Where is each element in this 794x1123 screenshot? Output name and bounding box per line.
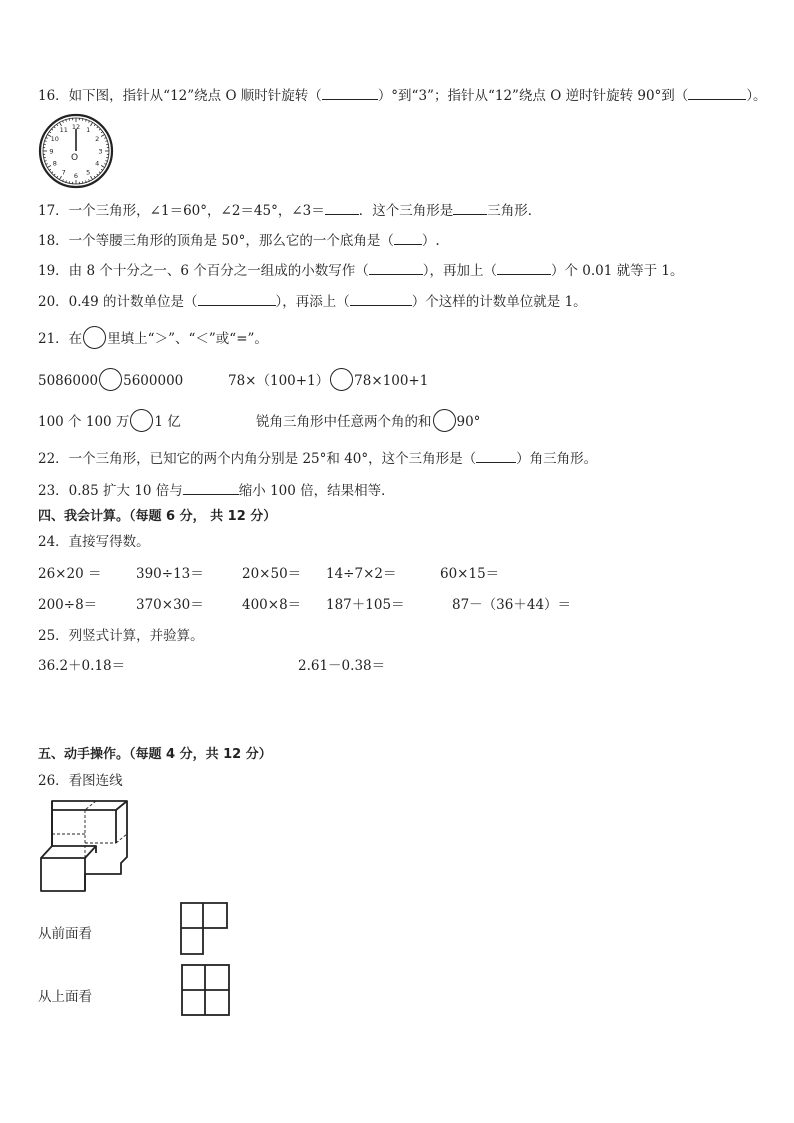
- q21-left-value: 5086000: [38, 373, 99, 389]
- answer-blank[interactable]: [394, 232, 422, 245]
- compare-circle: [83, 326, 106, 349]
- clock-number: 4: [95, 159, 100, 168]
- answer-blank[interactable]: [198, 293, 276, 306]
- question-17: [38, 199, 541, 219]
- q24-expr: 87－（36＋44）＝: [452, 597, 572, 613]
- q25-expr-1: 36.2＋0.18＝: [38, 658, 126, 674]
- q17-text-c: 三角形．: [487, 203, 542, 219]
- q21-right-value: 90°: [456, 414, 481, 430]
- q22-text-a: 22．一个三角形，已知它的两个内角分别是 25°和 40°，这个三角形是（: [38, 451, 477, 467]
- answer-blank[interactable]: [322, 87, 378, 100]
- q24-expr: 400×8＝: [242, 597, 302, 613]
- q20-text-b: ），再添上（: [275, 294, 350, 310]
- q25-title: 25．列竖式计算，并验算。: [38, 628, 204, 644]
- cube-stack-figure: [36, 796, 136, 894]
- question-16: [38, 84, 767, 104]
- compare-circle[interactable]: [330, 368, 353, 391]
- section-4-heading: 四、我会计算。（每题 6 分， 共 12 分）: [38, 509, 277, 524]
- answer-blank[interactable]: [183, 482, 239, 495]
- q19-text-a: 19．由 8 个十分之一、6 个百分之一组成的小数写作（: [38, 263, 369, 279]
- q21-item-4: [256, 409, 480, 432]
- compare-circle[interactable]: [433, 409, 456, 432]
- q21-right-value: 78×100+1: [354, 373, 429, 389]
- question-20: [38, 290, 587, 310]
- q16-text-a: 16．如下图，指针从“12”绕点 O 顺时针旋转（: [38, 88, 322, 104]
- answer-blank[interactable]: [350, 293, 412, 306]
- q21-left-value: 锐角三角形中任意两个角的和: [256, 414, 432, 430]
- q21-item-2: [228, 368, 428, 391]
- q23-text-b: 缩小 100 倍，结果相等．: [238, 483, 395, 499]
- top-view-shape[interactable]: [180, 963, 232, 1019]
- question-18: [38, 229, 440, 249]
- q21-right-value: 5600000: [123, 373, 184, 389]
- q18-text-a: 18．一个等腰三角形的顶角是 50°，那么它的一个底角是（: [38, 233, 394, 249]
- answer-blank[interactable]: [497, 262, 551, 275]
- q19-text-b: ），再加上（: [422, 263, 497, 279]
- clock-number: 5: [86, 168, 91, 177]
- q24-expr: 187＋105＝: [326, 597, 405, 613]
- q16-text-c: ）。: [746, 88, 767, 104]
- q21-right-value: 1 亿: [154, 414, 181, 430]
- q24-expr: 390÷13＝: [136, 566, 204, 582]
- answer-blank[interactable]: [476, 450, 516, 463]
- q22-text-b: ）角三角形。: [516, 451, 598, 467]
- q21-left-value: 100 个 100 万: [38, 414, 130, 430]
- question-19: [38, 259, 684, 279]
- q17-text-a: 17．一个三角形，∠1＝60°，∠2＝45°，∠3＝: [38, 203, 325, 219]
- compare-circle[interactable]: [130, 409, 153, 432]
- q21-item-3: [38, 409, 181, 432]
- q23-text-a: 23．0.85 扩大 10 倍与: [38, 483, 183, 499]
- q18-text-b: ）.: [421, 233, 440, 249]
- clock-number: 3: [98, 147, 103, 156]
- q19-text-c: ）个 0.01 就等于 1。: [550, 263, 684, 279]
- q20-text-c: ）个这样的计数单位就是 1。: [411, 294, 587, 310]
- q24-expr: 200÷8＝: [38, 597, 98, 613]
- question-21: [38, 326, 268, 349]
- q24-expr: 26×20 ＝: [38, 566, 102, 582]
- clock-center-label: O: [71, 153, 79, 163]
- front-view-label: 从前面看: [38, 926, 92, 942]
- clock-number: 9: [49, 147, 54, 156]
- clock-number: 10: [50, 135, 59, 144]
- q25-expr-2: 2.61－0.38＝: [298, 658, 386, 674]
- q20-text-a: 20．0.49 的计数单位是（: [38, 294, 198, 310]
- answer-blank[interactable]: [453, 202, 487, 215]
- clock-number: 2: [95, 135, 100, 144]
- q24-title: 24．直接写得数。: [38, 534, 150, 550]
- q17-text-b: ．这个三角形是: [358, 203, 454, 219]
- question-22: [38, 447, 597, 467]
- front-view-shape[interactable]: [179, 901, 231, 957]
- q16-text-b: ）°到“3”；指针从“12”绕点 O 逆时针旋转 90°到（: [377, 88, 689, 104]
- clock-number: 11: [59, 126, 68, 135]
- q24-expr: 14÷7×2＝: [326, 566, 397, 582]
- question-23: [38, 479, 395, 499]
- answer-blank[interactable]: [325, 202, 359, 215]
- clock-number: 1: [86, 126, 91, 135]
- clock-figure: [38, 113, 114, 189]
- answer-blank[interactable]: [688, 87, 746, 100]
- clock-number: 7: [61, 168, 66, 177]
- top-view-label: 从上面看: [38, 989, 92, 1005]
- clock-number: 6: [73, 171, 79, 180]
- q26-title: 26．看图连线: [38, 773, 123, 789]
- clock-number: 12: [71, 122, 81, 131]
- q21-left-value: 78×（100+1）: [228, 373, 330, 389]
- q24-expr: 370×30＝: [136, 597, 204, 613]
- q21-item-1: [38, 368, 183, 391]
- q24-expr: 60×15＝: [440, 566, 500, 582]
- answer-blank[interactable]: [369, 262, 423, 275]
- compare-circle[interactable]: [99, 368, 122, 391]
- q21-text-b: 里填上“＞”、“＜”或“=”。: [107, 331, 268, 347]
- q24-expr: 20×50＝: [242, 566, 302, 582]
- section-5-heading: 五、动手操作。（每题 4 分，共 12 分）: [38, 747, 272, 762]
- q21-text-a: 21．在: [38, 331, 83, 347]
- clock-number: 8: [52, 159, 57, 168]
